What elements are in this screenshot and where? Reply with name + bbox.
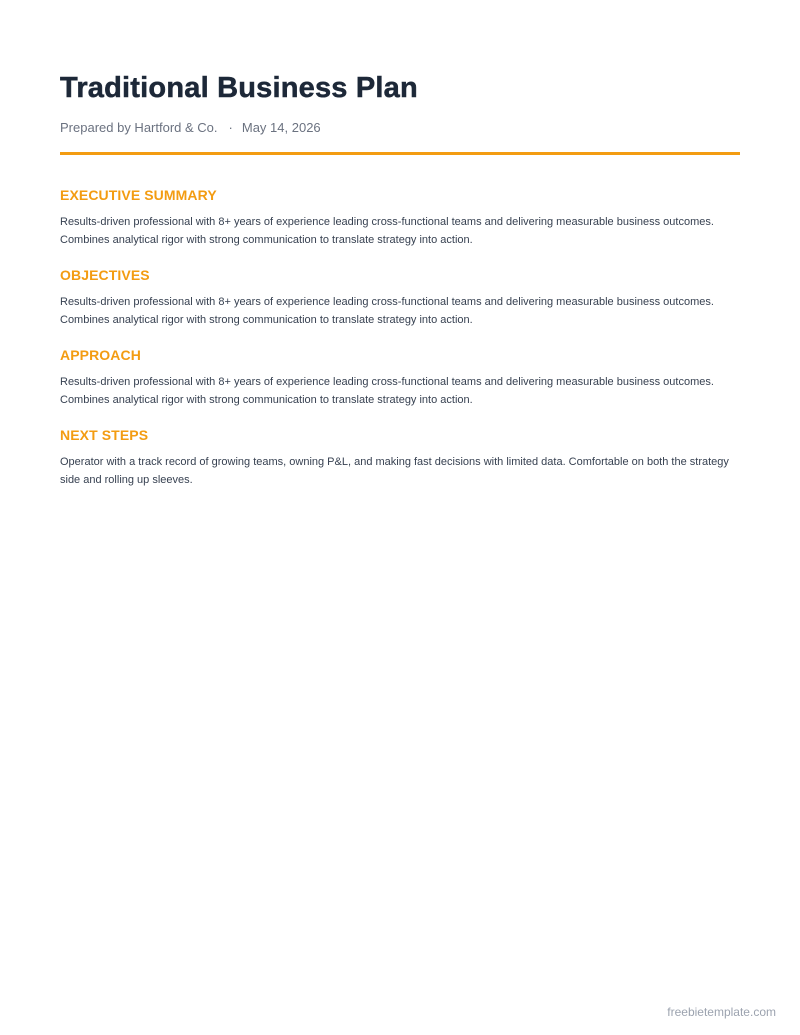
document-meta xyxy=(60,120,321,135)
section-heading: NEXT STEPS xyxy=(60,427,149,443)
document-title: Traditional Business Plan xyxy=(60,72,418,104)
section-body: Results-driven professional with 8+ years of experience leading cross-functional teams and delivering measurable business outcomes. Combines analytical rigor with strong communication to translate strategy into action. xyxy=(60,216,714,246)
header-divider xyxy=(60,152,740,155)
meta-separator: · xyxy=(228,120,233,135)
section-heading: OBJECTIVES xyxy=(60,267,150,283)
section-heading: EXECUTIVE SUMMARY xyxy=(60,187,217,203)
section-approach xyxy=(60,346,740,409)
section-body: Operator with a track record of growing teams, owning P&L, and making fast decisions with limited data. Comfortable on both the strategy side and rolling up sleeves. xyxy=(60,456,729,486)
document-date: May 14, 2026 xyxy=(241,120,321,135)
section-next-steps xyxy=(60,426,740,489)
footer-site-link[interactable]: freebietemplate.com xyxy=(667,1005,776,1019)
section-body: Results-driven professional with 8+ years of experience leading cross-functional teams and delivering measurable business outcomes. Combines analytical rigor with strong communication to translate strategy into action. xyxy=(60,376,714,406)
section-executive-summary xyxy=(60,186,740,249)
section-body: Results-driven professional with 8+ years of experience leading cross-functional teams and delivering measurable business outcomes. Combines analytical rigor with strong communication to translate strategy into action. xyxy=(60,296,714,326)
prepared-by: Prepared by Hartford & Co. xyxy=(60,120,218,135)
section-heading: APPROACH xyxy=(60,347,141,363)
section-objectives xyxy=(60,266,740,329)
